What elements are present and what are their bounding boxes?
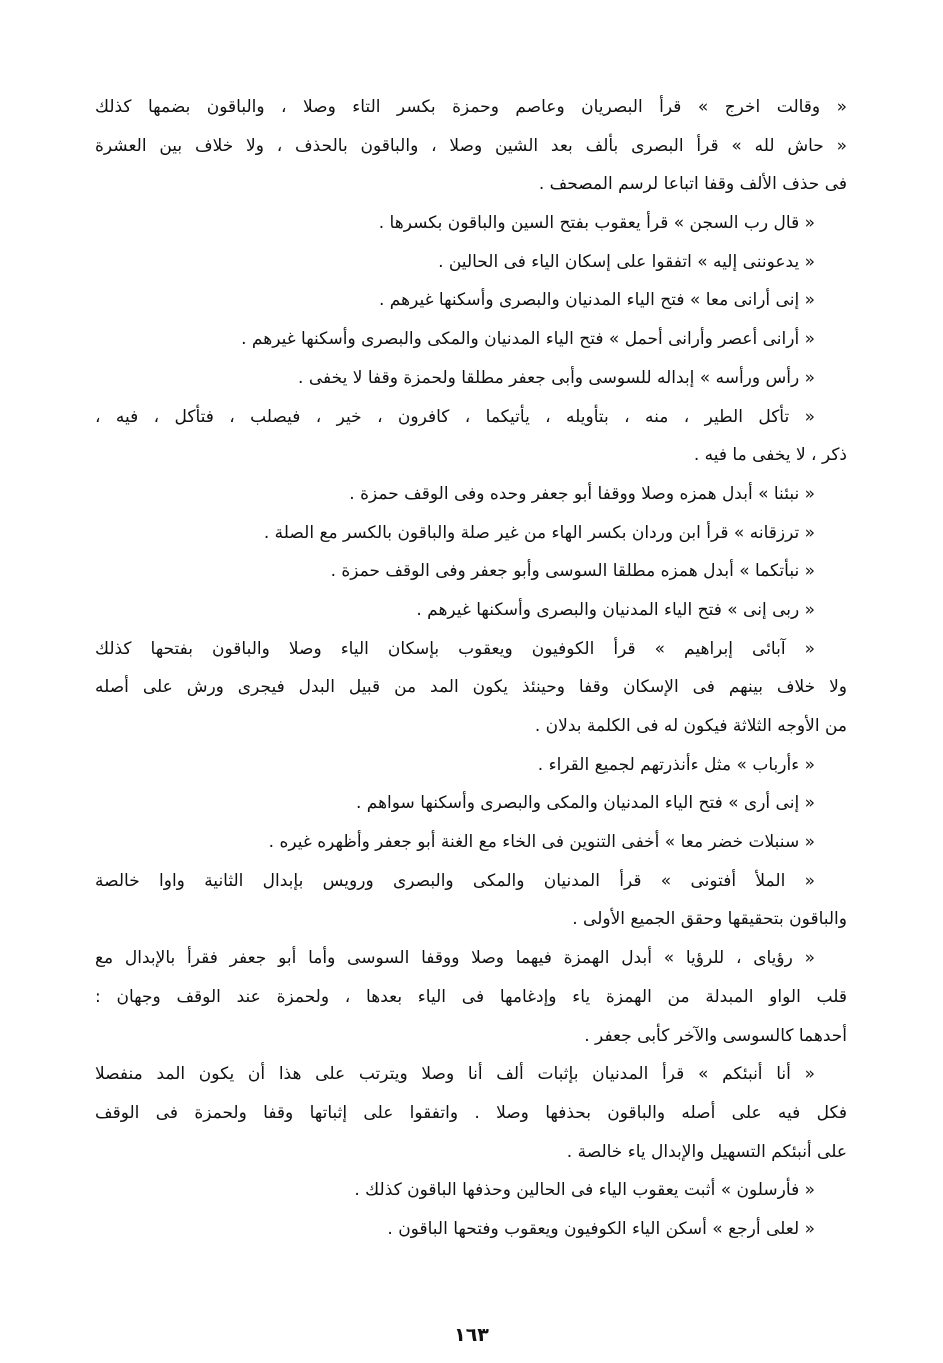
text-line: « فأرسلون » أثبت يعقوب الياء فى الحالين وحذفها الباقون كذلك . bbox=[354, 1180, 815, 1201]
text-line: « لعلى أرجع » أسكن الياء الكوفيون ويعقوب وفتحها الباقون . bbox=[387, 1218, 815, 1239]
text-line: « رأس ورأسه » إبداله للسوسى وأبى جعفر مطلقا ولحمزة وقفا لا يخفى . bbox=[298, 367, 815, 388]
text-line: « حاش لله » قرأ البصرى بألف بعد الشين وصلا ، والباقون بالحذف ، ولا خلاف بين العشرة bbox=[95, 135, 847, 156]
page-number: ١٦٣ bbox=[454, 1324, 489, 1346]
text-line: « قال رب السجن » قرأ يعقوب بفتح السين والباقون بكسرها . bbox=[378, 213, 815, 234]
page-body bbox=[95, 88, 847, 1249]
text-line: « ترزقانه » قرأ ابن وردان بكسر الهاء من غير صلة والباقون بالكسر مع الصلة . bbox=[263, 522, 815, 543]
text-line: « نبأتكما » أبدل همزه مطلقا السوسى وأبو جعفر وفى الوقف حمزة . bbox=[330, 561, 815, 582]
text-line: « آبائى إبراهيم » قرأ الكوفيون ويعقوب بإسكان الياء وصلا والباقون بفتحها كذلك bbox=[95, 638, 815, 659]
text-line: قلب الواو المبدلة من الهمزة ياء وإدغامها فى الياء بعدها ، ولحمزة عند الوقف وجهان : bbox=[95, 986, 847, 1007]
text-line: « ءأرباب » مثل ءأنذرتهم لجميع القراء . bbox=[537, 754, 815, 775]
text-line: « إنى أرى » فتح الياء المدنيان والمكى والبصرى وأسكنها سواهم . bbox=[355, 793, 815, 814]
text-line: من الأوجه الثلاثة فيكون له فى الكلمة بدلان . bbox=[534, 716, 847, 736]
text-line: فكل فيه على أصله والباقون بحذفها وصلا . واتفقوا على إثباتها وقفا ولحمزة فى الوقف bbox=[95, 1102, 847, 1123]
text-line: « ربى إنى » فتح الياء المدنيان والبصرى وأسكنها غيرهم . bbox=[416, 599, 815, 620]
text-line: « أنا أنبئكم » قرأ المدنيان بإثبات ألف أنا وصلا ويترتب على هذا أن يكون المد منفصلا bbox=[95, 1064, 815, 1085]
text-line: « أرانى أعصر وأرانى أحمل » فتح الياء المدنيان والمكى والبصرى وأسكنها غيرهم . bbox=[241, 329, 815, 350]
text-line: « إنى أرانى معا » فتح الياء المدنيان والبصرى وأسكنها غيرهم . bbox=[379, 290, 815, 311]
text-line: فى حذف الألف وقفا اتباعا لرسم المصحف . bbox=[538, 174, 847, 195]
text-line: « وقالت اخرج » قرأ البصريان وعاصم وحمزة بكسر التاء وصلا ، والباقون بضمها كذلك bbox=[95, 97, 847, 117]
text-line: والباقون بتحقيقها وحقق الجميع الأولى . bbox=[572, 909, 847, 930]
text-line: ولا خلاف بينهم فى الإسكان وقفا وحينئذ يكون المد من قبيل البدل فيجرى ورش على أصله bbox=[95, 677, 847, 698]
text-line: « يدعوننى إليه » اتفقوا على إسكان الياء فى الحالين . bbox=[438, 251, 815, 272]
text-line: « تأكل الطير ، منه ، بتأويله ، يأتيكما ، كافرون ، خير ، فيصلب ، فتأكل ، فيه ، bbox=[95, 406, 815, 427]
text-line: « رؤياى ، للرؤيا » أبدل الهمزة فيهما وصلا ووقفا السوسى وأما أبو جعفر فقرأ بالإبدال مع bbox=[95, 948, 815, 969]
text-line: « الملأ أفتونى » قرأ المدنيان والمكى والبصرى ورويس بإبدال الثانية واوا خالصة bbox=[95, 870, 815, 891]
text-line: « سنبلات خضر معا » أخفى التنوين فى الخاء مع الغنة أبو جعفر وأظهره غيره . bbox=[268, 832, 815, 853]
text-line: أحدهما كالسوسى والآخر كأبى جعفر . bbox=[584, 1025, 847, 1046]
text-line: على أنبئكم التسهيل والإبدال ياء خالصة . bbox=[566, 1141, 847, 1162]
text-line: « نبئنا » أبدل همزه وصلا ووقفا أبو جعفر وحده وفى الوقف حمزة . bbox=[349, 483, 815, 504]
text-line: ذكر ، لا يخفى ما فيه . bbox=[693, 445, 847, 466]
